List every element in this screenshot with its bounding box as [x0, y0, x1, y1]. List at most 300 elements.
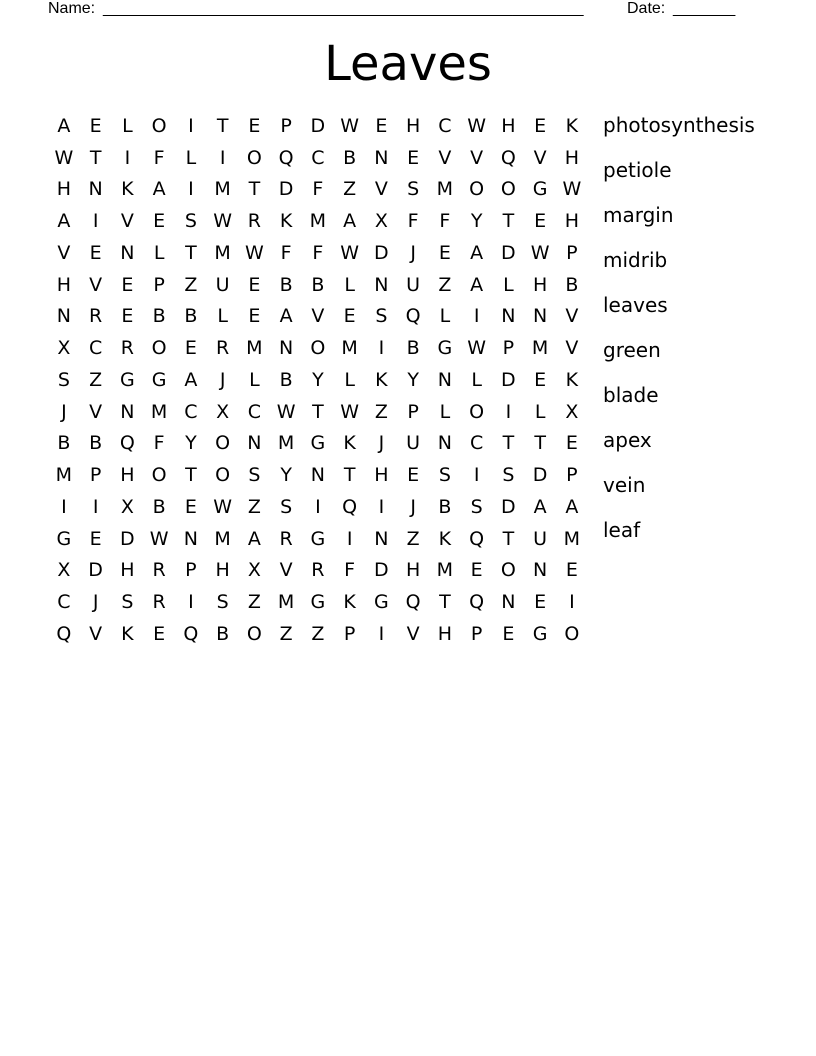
grid-letter: D [501, 368, 516, 391]
date-label: Date: [627, 0, 666, 17]
grid-letter: B [279, 273, 293, 296]
grid-letter: T [502, 432, 515, 455]
grid-letter: O [246, 622, 262, 645]
grid-letter: P [153, 273, 165, 296]
grid-letter: F [312, 241, 324, 264]
grid-letter: R [247, 210, 261, 233]
grid-letter: N [279, 337, 294, 360]
grid-letter: B [89, 432, 103, 455]
word-list-item: vein [603, 473, 646, 497]
grid-letter: L [344, 273, 355, 296]
grid-letter: Y [185, 432, 197, 455]
grid-letter: E [534, 591, 547, 614]
grid-letter: V [470, 146, 484, 169]
grid-letter: H [437, 622, 453, 645]
grid-letter: E [502, 622, 515, 645]
grid-letter: I [188, 178, 194, 201]
grid-letter: K [343, 432, 356, 455]
grid-letter: L [185, 146, 197, 169]
grid-letter: C [469, 432, 484, 455]
grid-letter: L [344, 368, 355, 391]
grid-letter: I [473, 305, 480, 328]
grid-letter: U [406, 432, 421, 455]
name-label: Name: [48, 0, 96, 17]
grid-letter: V [565, 305, 579, 328]
grid-letter: Q [500, 146, 516, 169]
grid-letter: K [121, 622, 134, 645]
grid-letter: N [247, 432, 262, 455]
grid-letter: I [473, 464, 480, 487]
grid-letter: V [374, 178, 388, 201]
grid-letter: F [407, 210, 419, 233]
grid-letter: B [57, 432, 71, 455]
grid-letter: L [439, 400, 451, 423]
worksheet-header [48, 0, 748, 20]
grid-letter: W [213, 210, 233, 233]
grid-letter: B [152, 495, 166, 518]
grid-letter: E [565, 559, 578, 582]
grid-letter: P [407, 400, 419, 423]
grid-letter: C [88, 337, 103, 360]
grid-letter: Q [469, 527, 485, 550]
grid-letter: I [378, 337, 385, 360]
grid-letter: H [120, 559, 135, 582]
grid-letter: V [311, 305, 325, 328]
grid-letter: I [378, 622, 385, 645]
word-list-item: margin [603, 203, 674, 227]
grid-letter: Z [184, 273, 198, 296]
grid-letter: E [89, 527, 102, 550]
grid-letter: X [565, 400, 579, 423]
grid-letter: I [188, 114, 194, 137]
grid-letter: L [122, 114, 133, 137]
grid-letter: T [185, 464, 197, 487]
grid-letter: Z [89, 368, 103, 391]
grid-letter: T [502, 527, 515, 550]
grid-letter: S [280, 495, 293, 518]
grid-letter: I [346, 527, 353, 550]
grid-letter: Q [405, 305, 421, 328]
grid-letter: H [56, 273, 72, 296]
grid-letter: U [406, 273, 421, 296]
grid-letter: R [120, 337, 134, 360]
grid-letter: P [566, 464, 578, 487]
grid-letter: Q [278, 146, 294, 169]
grid-letter: D [88, 559, 103, 582]
grid-letter: B [152, 305, 166, 328]
grid-letter: A [152, 178, 166, 201]
grid-letter: A [279, 305, 293, 328]
grid-letter: E [534, 210, 547, 233]
grid-letter: P [502, 337, 515, 360]
grid-letter: N [374, 273, 389, 296]
grid-letter: M [436, 559, 454, 582]
grid-letter: M [150, 400, 168, 423]
grid-letter: F [344, 559, 356, 582]
grid-letter: X [57, 559, 71, 582]
grid-letter: T [502, 210, 515, 233]
grid-letter: A [247, 527, 261, 550]
grid-letter: E [153, 210, 166, 233]
grid-letter: B [279, 368, 293, 391]
grid-letter: A [533, 495, 547, 518]
grid-letter: E [121, 273, 134, 296]
grid-letter: V [533, 146, 547, 169]
grid-letter: G [374, 591, 389, 614]
grid-letter: F [280, 241, 292, 264]
grid-letter: X [247, 559, 261, 582]
grid-letter: W [340, 400, 360, 423]
grid-letter: A [343, 210, 357, 233]
grid-letter: W [276, 400, 296, 423]
grid-letter: H [532, 273, 548, 296]
grid-letter: V [406, 622, 420, 645]
grid-letter: I [92, 495, 99, 518]
grid-letter: Q [56, 622, 72, 645]
grid-letter: Q [183, 622, 199, 645]
grid-letter: P [470, 622, 483, 645]
grid-letter: C [184, 400, 198, 423]
grid-letter: K [565, 368, 579, 391]
grid-letter: S [438, 464, 451, 487]
grid-letter: F [153, 146, 165, 169]
grid-letter: I [219, 146, 226, 169]
grid-letter: E [565, 432, 578, 455]
grid-letter: E [407, 464, 420, 487]
grid-letter: L [439, 305, 451, 328]
word-list-item: green [603, 338, 661, 362]
grid-letter: R [279, 527, 293, 550]
grid-letter: I [124, 146, 131, 169]
word-list-item: blade [603, 383, 659, 407]
name-blank-line: ______________________________________________________ [103, 0, 584, 17]
grid-letter: K [565, 114, 579, 137]
grid-letter: D [501, 495, 516, 518]
grid-letter: K [343, 591, 356, 614]
grid-letter: D [374, 559, 389, 582]
grid-letter: Q [119, 432, 135, 455]
grid-letter: S [216, 591, 229, 614]
grid-letter: Q [469, 591, 485, 614]
grid-letter: M [341, 337, 358, 360]
grid-letter: R [89, 305, 103, 328]
grid-letter: M [531, 337, 549, 360]
grid-letter: F [439, 210, 451, 233]
grid-letter: S [248, 464, 261, 487]
grid-letter: E [153, 622, 166, 645]
grid-letter: J [378, 432, 385, 455]
grid-letter: B [438, 495, 452, 518]
grid-letter: O [151, 337, 167, 360]
grid-letter: G [532, 178, 548, 201]
grid-letter: E [534, 114, 547, 137]
grid-letter: I [505, 400, 512, 423]
grid-letter: E [248, 273, 261, 296]
grid-letter: O [500, 559, 516, 582]
grid-letter: I [315, 495, 321, 518]
grid-letter: T [534, 432, 546, 455]
grid-letter: X [374, 210, 388, 233]
grid-letter: A [57, 114, 71, 137]
grid-letter: W [562, 178, 582, 201]
letter-grid [48, 110, 588, 650]
grid-letter: A [470, 241, 484, 264]
grid-letter: Y [280, 464, 292, 487]
grid-letter: D [278, 178, 294, 201]
grid-letter: W [467, 114, 487, 137]
grid-letter: S [470, 495, 483, 518]
grid-letter: V [89, 400, 103, 423]
grid-letter: W [467, 337, 487, 360]
grid-letter: M [55, 464, 73, 487]
grid-letter: J [219, 368, 226, 391]
grid-letter: X [120, 495, 134, 518]
grid-letter: N [533, 559, 548, 582]
grid-letter: Y [407, 368, 419, 391]
grid-letter: M [436, 178, 454, 201]
grid-letter: T [312, 400, 324, 423]
grid-letter: X [216, 400, 230, 423]
grid-letter: H [405, 114, 421, 137]
grid-letter: V [565, 337, 579, 360]
grid-letter: T [343, 464, 356, 487]
grid-letter: H [501, 114, 516, 137]
grid-letter: M [214, 241, 231, 264]
grid-letter: W [340, 241, 360, 264]
grid-letter: I [569, 591, 575, 614]
grid-letter: Z [247, 495, 261, 518]
word-list-item: leaves [603, 293, 668, 317]
grid-letter: E [248, 305, 261, 328]
grid-letter: O [151, 114, 167, 137]
grid-letter: S [407, 178, 420, 201]
grid-letter: E [248, 114, 261, 137]
grid-letter: T [439, 591, 451, 614]
grid-letter: P [89, 464, 102, 487]
grid-letter: I [188, 591, 194, 614]
grid-letter: H [405, 559, 421, 582]
grid-letter: M [309, 210, 327, 233]
grid-letter: R [216, 337, 230, 360]
grid-letter: I [61, 495, 67, 518]
grid-letter: M [246, 337, 263, 360]
grid-letter: T [185, 241, 197, 264]
grid-letter: J [410, 495, 416, 518]
grid-letter: L [153, 241, 165, 264]
grid-letter: P [566, 241, 578, 264]
grid-letter: V [57, 241, 71, 264]
grid-letter: E [89, 241, 102, 264]
grid-letter: C [438, 114, 452, 137]
grid-letter: P [185, 559, 197, 582]
grid-letter: W [530, 241, 550, 264]
grid-letter: S [57, 368, 70, 391]
grid-letter: W [149, 527, 169, 550]
grid-letter: X [57, 337, 71, 360]
grid-letter: W [340, 114, 360, 137]
grid-letter: K [279, 210, 293, 233]
grid-letter: P [280, 114, 292, 137]
grid-letter: A [184, 368, 198, 391]
grid-letter: Z [343, 178, 357, 201]
word-list-item: apex [603, 428, 652, 452]
grid-letter: D [120, 527, 135, 550]
grid-letter: U [533, 527, 548, 550]
grid-letter: I [378, 495, 385, 518]
grid-letter: R [152, 591, 166, 614]
grid-letter: B [184, 305, 198, 328]
grid-letter: E [534, 368, 547, 391]
grid-letter: O [469, 400, 485, 423]
grid-letter: C [247, 400, 262, 423]
grid-letter: S [121, 591, 134, 614]
grid-letter: W [54, 146, 74, 169]
grid-letter: K [121, 178, 134, 201]
word-list-item: midrib [603, 248, 668, 272]
grid-letter: O [215, 464, 231, 487]
grid-letter: O [151, 464, 167, 487]
grid-letter: Z [311, 622, 325, 645]
grid-letter: Q [342, 495, 358, 518]
grid-letter: M [277, 591, 295, 614]
grid-letter: G [151, 368, 167, 391]
grid-letter: E [121, 305, 134, 328]
grid-letter: H [56, 178, 72, 201]
grid-letter: N [120, 241, 135, 264]
grid-letter: N [120, 400, 135, 423]
grid-letter: W [213, 495, 233, 518]
date-blank-line: _______ [673, 0, 736, 17]
grid-letter: N [310, 464, 325, 487]
grid-letter: S [502, 464, 515, 487]
grid-letter: C [57, 591, 71, 614]
grid-letter: O [469, 178, 485, 201]
grid-letter: N [183, 527, 198, 550]
grid-letter: S [375, 305, 388, 328]
grid-letter: C [311, 146, 325, 169]
grid-letter: M [563, 527, 581, 550]
grid-letter: L [249, 368, 260, 391]
grid-letter: D [310, 114, 326, 137]
grid-letter: O [215, 432, 231, 455]
grid-letter: O [500, 178, 516, 201]
grid-letter: M [214, 178, 231, 201]
grid-letter: B [216, 622, 230, 645]
grid-letter: E [438, 241, 451, 264]
grid-letter: G [437, 337, 453, 360]
grid-letter: M [277, 432, 295, 455]
grid-letter: K [375, 368, 388, 391]
grid-letter: V [438, 146, 452, 169]
grid-letter: V [120, 210, 134, 233]
grid-letter: G [310, 527, 326, 550]
grid-letter: L [471, 368, 482, 391]
grid-letter: V [279, 559, 293, 582]
grid-letter: V [89, 273, 103, 296]
grid-letter: Z [247, 591, 261, 614]
grid-letter: R [311, 559, 325, 582]
grid-letter: P [343, 622, 356, 645]
grid-letter: G [120, 368, 135, 391]
word-list-item: petiole [603, 158, 672, 182]
grid-letter: I [92, 210, 99, 233]
grid-letter: F [312, 178, 324, 201]
grid-letter: N [501, 305, 516, 328]
grid-letter: N [56, 305, 71, 328]
grid-letter: S [184, 210, 197, 233]
grid-letter: O [564, 622, 580, 645]
grid-letter: G [532, 622, 548, 645]
grid-letter: N [533, 305, 548, 328]
grid-letter: F [153, 432, 165, 455]
grid-letter: A [57, 210, 71, 233]
grid-letter: L [534, 400, 546, 423]
grid-letter: L [503, 273, 514, 296]
grid-letter: Y [312, 368, 324, 391]
grid-letter: H [215, 559, 230, 582]
grid-letter: B [406, 337, 420, 360]
grid-letter: H [564, 146, 580, 169]
grid-letter: R [152, 559, 166, 582]
grid-letter: E [89, 114, 102, 137]
grid-letter: E [407, 146, 420, 169]
grid-letter: J [92, 591, 99, 614]
grid-letter: H [120, 464, 135, 487]
grid-letter: V [89, 622, 103, 645]
grid-letter: W [244, 241, 264, 264]
grid-letter: Z [374, 400, 388, 423]
grid-letter: N [437, 368, 452, 391]
grid-letter: E [375, 114, 388, 137]
grid-letter: E [470, 559, 483, 582]
grid-letter: N [374, 527, 389, 550]
grid-letter: G [310, 591, 326, 614]
word-list-item: photosynthesis [603, 113, 755, 137]
grid-letter: T [216, 114, 229, 137]
grid-letter: N [374, 146, 389, 169]
grid-letter: E [184, 495, 197, 518]
grid-letter: Z [406, 527, 420, 550]
grid-letter: D [532, 464, 548, 487]
grid-letter: G [310, 432, 326, 455]
grid-letter: E [343, 305, 356, 328]
grid-letter: U [215, 273, 230, 296]
word-list-item: leaf [603, 518, 641, 542]
grid-letter: J [61, 400, 67, 423]
grid-letter: N [88, 178, 103, 201]
page-title: Leaves [324, 36, 492, 92]
grid-letter: H [374, 464, 389, 487]
word-list [603, 108, 803, 558]
grid-letter: J [410, 241, 416, 264]
grid-letter: Q [405, 591, 421, 614]
grid-letter: B [311, 273, 325, 296]
grid-letter: O [310, 337, 326, 360]
grid-letter: H [564, 210, 580, 233]
grid-letter: G [56, 527, 72, 550]
grid-letter: D [501, 241, 516, 264]
grid-letter: B [565, 273, 579, 296]
grid-letter: D [374, 241, 389, 264]
grid-letter: T [89, 146, 102, 169]
grid-letter: K [438, 527, 452, 550]
grid-letter: Z [279, 622, 293, 645]
grid-letter: A [565, 495, 579, 518]
grid-letter: L [217, 305, 228, 328]
grid-letter: Y [470, 210, 483, 233]
grid-letter: A [470, 273, 484, 296]
grid-letter: E [184, 337, 197, 360]
